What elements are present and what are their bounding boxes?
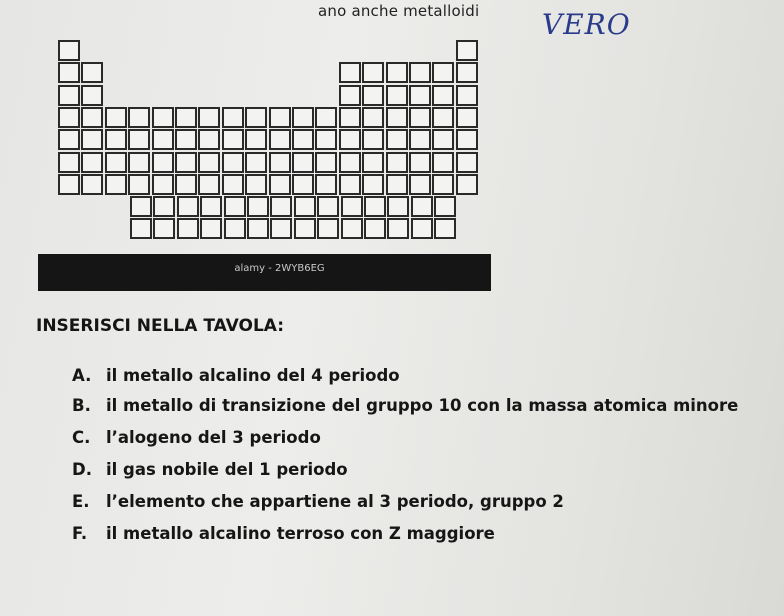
- table-cell: [387, 218, 409, 239]
- table-cell: [58, 152, 80, 173]
- table-cell: [386, 174, 408, 195]
- table-cell: [269, 152, 291, 173]
- table-cell: [456, 174, 478, 195]
- table-cell: [152, 129, 174, 150]
- table-cell: [152, 174, 174, 195]
- table-cell: [339, 152, 361, 173]
- table-cell: [409, 174, 431, 195]
- table-cell: [362, 107, 384, 128]
- table-cell: [81, 129, 103, 150]
- table-cell: [386, 129, 408, 150]
- table-cell: [128, 152, 150, 173]
- table-cell: [432, 62, 454, 83]
- table-cell: [362, 85, 384, 106]
- table-cell: [247, 196, 269, 217]
- table-cell: [200, 196, 222, 217]
- table-cell: [245, 174, 267, 195]
- table-cell: [409, 62, 431, 83]
- table-cell: [245, 152, 267, 173]
- table-cell: [292, 129, 314, 150]
- table-cell: [292, 107, 314, 128]
- watermark-bar: [38, 254, 491, 291]
- table-cell: [81, 152, 103, 173]
- table-cell: [128, 174, 150, 195]
- table-cell: [386, 62, 408, 83]
- table-cell: [130, 218, 152, 239]
- table-cell: [292, 174, 314, 195]
- table-cell: [434, 218, 456, 239]
- table-cell: [81, 85, 103, 106]
- table-cell: [315, 129, 337, 150]
- table-cell: [198, 107, 220, 128]
- table-cell: [58, 40, 80, 61]
- table-cell: [81, 62, 103, 83]
- table-cell: [175, 129, 197, 150]
- table-cell: [456, 152, 478, 173]
- question-letter: D.: [72, 460, 92, 479]
- table-cell: [317, 218, 339, 239]
- table-cell: [269, 107, 291, 128]
- table-cell: [432, 107, 454, 128]
- table-cell: [153, 196, 175, 217]
- table-cell: [270, 196, 292, 217]
- question-item: [72, 396, 738, 415]
- question-text: il metallo alcalino terroso con Z maggiore: [106, 524, 495, 543]
- table-cell: [456, 40, 478, 61]
- table-cell: [341, 218, 363, 239]
- table-cell: [200, 218, 222, 239]
- table-cell: [315, 174, 337, 195]
- table-cell: [224, 218, 246, 239]
- table-cell: [362, 129, 384, 150]
- table-cell: [362, 174, 384, 195]
- table-cell: [105, 152, 127, 173]
- table-cell: [315, 107, 337, 128]
- table-cell: [339, 107, 361, 128]
- table-cell: [409, 107, 431, 128]
- table-cell: [245, 107, 267, 128]
- table-cell: [175, 152, 197, 173]
- question-item: [72, 524, 495, 543]
- question-text: l’elemento che appartiene al 3 periodo, gruppo 2: [106, 492, 564, 511]
- table-cell: [222, 129, 244, 150]
- table-cell: [58, 107, 80, 128]
- table-cell: [409, 85, 431, 106]
- question-text: l’alogeno del 3 periodo: [106, 428, 321, 447]
- table-cell: [386, 85, 408, 106]
- table-cell: [456, 85, 478, 106]
- table-cell: [270, 218, 292, 239]
- table-cell: [81, 174, 103, 195]
- cut-instruction-text: ano anche metalloidi: [318, 2, 480, 20]
- question-text: il metallo di transizione del gruppo 10 con la massa atomica minore: [106, 396, 739, 415]
- table-cell: [198, 129, 220, 150]
- table-cell: [409, 129, 431, 150]
- table-cell: [58, 85, 80, 106]
- table-cell: [247, 218, 269, 239]
- table-cell: [339, 85, 361, 106]
- table-cell: [222, 152, 244, 173]
- table-cell: [339, 62, 361, 83]
- table-cell: [387, 196, 409, 217]
- table-cell: [432, 152, 454, 173]
- table-cell: [341, 196, 363, 217]
- table-cell: [434, 196, 456, 217]
- question-letter: C.: [72, 428, 91, 447]
- table-cell: [456, 62, 478, 83]
- table-cell: [456, 107, 478, 128]
- table-cell: [432, 174, 454, 195]
- table-cell: [364, 196, 386, 217]
- table-cell: [198, 174, 220, 195]
- table-cell: [128, 107, 150, 128]
- question-letter: F.: [72, 524, 88, 543]
- table-cell: [362, 152, 384, 173]
- table-cell: [175, 107, 197, 128]
- table-cell: [58, 174, 80, 195]
- table-cell: [362, 62, 384, 83]
- table-cell: [315, 152, 337, 173]
- question-item: [72, 366, 400, 385]
- table-cell: [411, 196, 433, 217]
- section-heading: INSERISCI NELLA TAVOLA:: [36, 316, 285, 336]
- question-letter: B.: [72, 396, 91, 415]
- table-cell: [152, 152, 174, 173]
- question-letter: E.: [72, 492, 90, 511]
- question-item: [72, 460, 348, 479]
- table-cell: [294, 218, 316, 239]
- table-cell: [456, 129, 478, 150]
- table-cell: [245, 129, 267, 150]
- table-cell: [58, 62, 80, 83]
- table-cell: [339, 129, 361, 150]
- watermark-text: alamy - 2WYB6EG: [234, 263, 325, 274]
- table-cell: [177, 196, 199, 217]
- question-text: il metallo alcalino del 4 periodo: [106, 366, 400, 385]
- table-cell: [411, 218, 433, 239]
- table-cell: [128, 129, 150, 150]
- table-cell: [153, 218, 175, 239]
- table-cell: [432, 85, 454, 106]
- question-item: [72, 492, 564, 511]
- table-cell: [222, 107, 244, 128]
- table-cell: [292, 152, 314, 173]
- table-cell: [105, 129, 127, 150]
- question-item: [72, 428, 321, 447]
- question-text: il gas nobile del 1 periodo: [106, 460, 348, 479]
- table-cell: [364, 218, 386, 239]
- table-cell: [269, 129, 291, 150]
- handwritten-note: VERO: [542, 8, 631, 41]
- table-cell: [152, 107, 174, 128]
- table-cell: [81, 107, 103, 128]
- table-cell: [409, 152, 431, 173]
- table-cell: [386, 152, 408, 173]
- table-cell: [269, 174, 291, 195]
- table-cell: [105, 107, 127, 128]
- question-letter: A.: [72, 366, 92, 385]
- table-cell: [175, 174, 197, 195]
- table-cell: [58, 129, 80, 150]
- table-cell: [432, 129, 454, 150]
- table-cell: [222, 174, 244, 195]
- table-cell: [317, 196, 339, 217]
- table-cell: [224, 196, 246, 217]
- table-cell: [177, 218, 199, 239]
- table-cell: [386, 107, 408, 128]
- table-cell: [198, 152, 220, 173]
- table-cell: [105, 174, 127, 195]
- table-cell: [130, 196, 152, 217]
- table-cell: [339, 174, 361, 195]
- table-cell: [294, 196, 316, 217]
